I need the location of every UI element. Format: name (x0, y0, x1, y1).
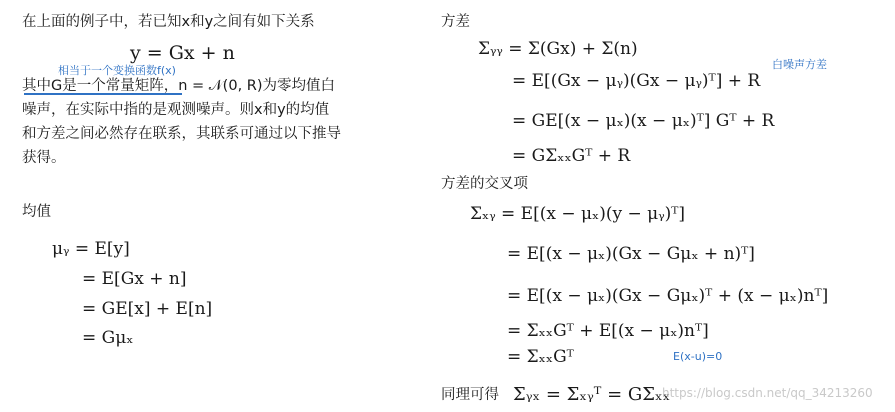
annotation-transform-function: 相当于一个变换函数f(x) (58, 64, 176, 77)
cross-line-1: Σₓᵧ = E[(x − μₓ)(y − μᵧ)ᵀ] (470, 204, 686, 224)
annotation-expectation-zero: E(x-u)=0 (673, 350, 723, 363)
variance-heading: 方差 (441, 14, 470, 30)
mean-line-2: = E[Gx + n] (82, 269, 187, 289)
cross-line-4: = ΣₓₓGᵀ + E[(x − μₓ)nᵀ] (507, 321, 709, 341)
intro-text: 在上面的例子中，若已知x和y之间有如下关系 (22, 14, 315, 30)
mean-line-1: μᵧ = E[y] (52, 239, 130, 259)
paragraph-line-2: 噪声，在实际中指的是观测噪声。则x和y的均值 (22, 102, 330, 118)
relation-equation: y = Gx + n (130, 42, 235, 64)
paragraph-line-3: 和方差之间必然存在联系，其联系可通过以下推导 (22, 126, 341, 142)
mean-line-3: = GE[x] + E[n] (82, 299, 213, 319)
cross-heading: 方差的交叉项 (441, 176, 528, 192)
similarly-equation: Σᵧₓ = Σₓᵧᵀ = GΣₓₓ (513, 384, 671, 405)
variance-line-2: = E[(Gx − μᵧ)(Gx − μᵧ)ᵀ] + R (512, 71, 761, 91)
cross-line-5: = ΣₓₓGᵀ (507, 347, 574, 367)
watermark: https://blog.csdn.net/qq_34213260 (662, 386, 873, 400)
mean-heading: 均值 (22, 204, 51, 220)
cross-line-2: = E[(x − μₓ)(Gx − Gμₓ + n)ᵀ] (507, 244, 755, 264)
variance-line-4: = GΣₓₓGᵀ + R (512, 146, 631, 166)
cross-line-3: = E[(x − μₓ)(Gx − Gμₓ)ᵀ + (x − μₓ)nᵀ] (507, 286, 829, 306)
variance-line-1: Σᵧᵧ = Σ(Gx) + Σ(n) (478, 39, 638, 59)
paragraph-line-4: 获得。 (22, 150, 66, 166)
similarly-label: 同理可得 (441, 387, 499, 403)
annotation-white-noise-variance: 白噪声方差 (772, 58, 827, 71)
variance-line-3: = GE[(x − μₓ)(x − μₓ)ᵀ] Gᵀ + R (512, 111, 775, 131)
paragraph-line-1: 其中G是一个常量矩阵，n = 𝒩(0, R)为零均值白 (22, 78, 336, 94)
mean-line-4: = Gμₓ (82, 328, 134, 348)
